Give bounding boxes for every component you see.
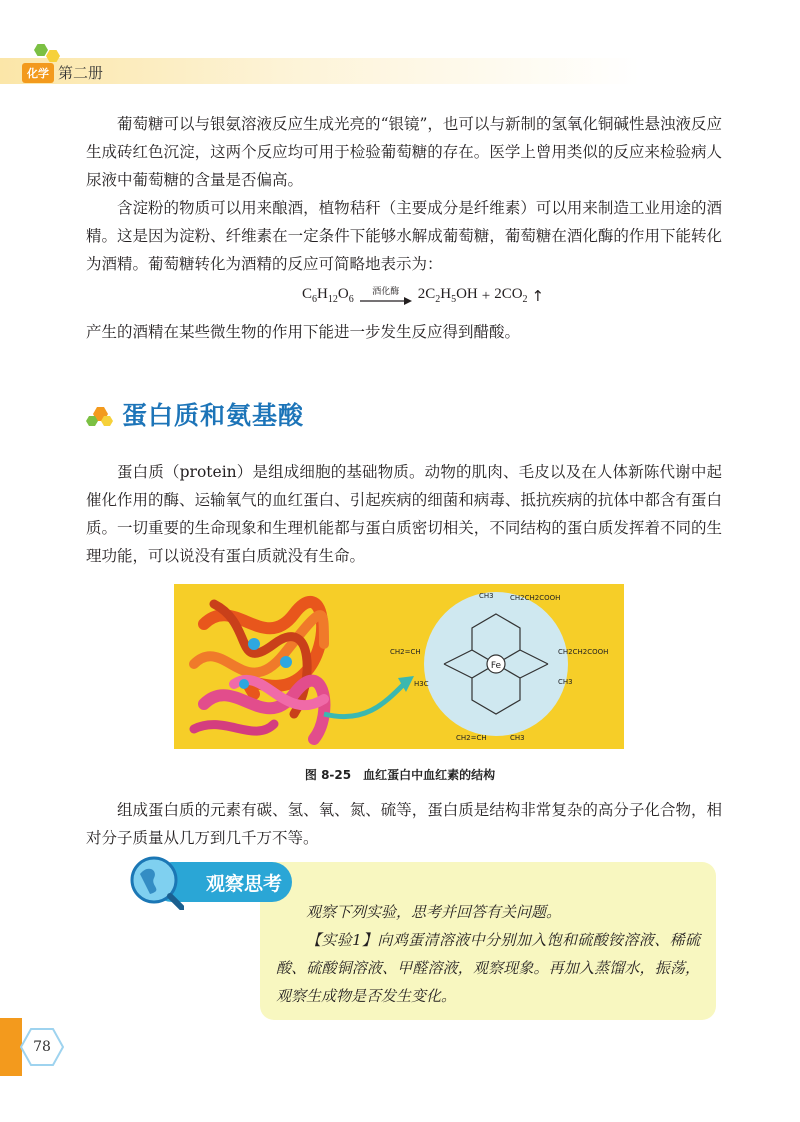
magnifier-globe-icon [128, 854, 184, 910]
label-left: CH2=CH [390, 648, 421, 656]
equation-product-co2: $2CO_2$ [494, 286, 528, 305]
protein-paragraph-2: 组成蛋白质的元素有碳、氢、氧、氮、硫等，蛋白质是结构非常复杂的高分子化合物，相对分子质量从几万到几千万不等。 [86, 801, 722, 847]
think-line-1: 观察下列实验，思考并回答有关问题。 [306, 903, 562, 921]
header-band [0, 58, 800, 84]
equation-product-ethanol: $2C_2H_5OH$ [417, 286, 478, 305]
book-volume: 第二册 [58, 64, 104, 82]
glucose-paragraph-1: 葡萄糖可以与银氨溶液反应生成光亮的“银镜”，也可以与新制的氢氧化铜碱性悬浊液反应生成砖红色沉淀，这两个反应均可用于检验葡萄糖的存在。医学上曾用类似的反应来检验病人尿液中葡萄糖的含量是否偏高。 [86, 115, 722, 189]
page-number: 78 [33, 1039, 51, 1055]
pointer-arrow [324, 684, 404, 717]
glucose-paragraph-3: 产生的酒精在某些微生物的作用下能进一步发生反应得到醋酸。 [86, 323, 521, 341]
label-top-right: CH2CH2COOH [510, 594, 561, 602]
equation-reactant: $C_6H_{12}O_6$ [302, 286, 354, 305]
book-label [22, 62, 103, 83]
hemoglobin-illustration [174, 584, 624, 749]
label-bottom-right: CH3 [510, 734, 525, 742]
equation-catalyst: 酒化酶 [372, 287, 400, 297]
glucose-paragraph-2: 含淀粉的物质可以用来酿酒，植物秸秆（主要成分是纤维素）可以用来制造工业用途的酒精。这是因为淀粉、纤维素在一定条件下能够水解成葡萄糖，葡萄糖在酒化酶的作用下能转化为酒精。葡萄糖转化为酒精的反应可简略地表示为： [86, 199, 722, 273]
think-line-2: 【实验1】向鸡蛋清溶液中分别加入饱和硫酸铵溶液、稀硫酸、硫酸铜溶液、甲醛溶液，观察现象。再加入蒸馏水，振荡，观察生成物是否发生变化。 [276, 931, 700, 1005]
book-badge: 化学 [22, 63, 54, 83]
fe-label: Fe [490, 661, 502, 671]
protein-paragraph-1: 蛋白质（protein）是组成细胞的基础物质。动物的肌肉、毛皮以及在人体新陈代谢中起催化作用的酶、运输氧气的血红蛋白、引起疾病的细菌和病毒、抵抗疾病的抗体中都含有蛋白质。一切重要的生命现象和生理机能都与蛋白质密切相关，不同结构的蛋白质发挥着不同的生理功能，可以说没有蛋白质就没有生命。 [86, 463, 722, 565]
hemoglobin-figure [174, 584, 624, 749]
gas-up-arrow-icon: ↑ [531, 287, 545, 305]
label-mid-right: CH3 [558, 678, 573, 686]
figure-caption: 图 8-25 血红蛋白中血红素的结构 [304, 768, 496, 782]
page-strip [0, 1018, 22, 1076]
label-bottom-left: CH2=CH [456, 734, 487, 742]
right-arrow-icon [360, 297, 412, 305]
equation-arrow [358, 287, 414, 305]
think-title: 观察思考 [205, 872, 282, 895]
label-mid-left: H3C [414, 680, 429, 688]
equation-plus: + [481, 288, 491, 304]
section-heading [86, 396, 304, 432]
section-title: 蛋白质和氨基酸 [122, 401, 305, 430]
hexagon-cluster-icon [86, 401, 114, 427]
label-top-left: CH3 [479, 592, 494, 600]
hexagon-green-icon [34, 44, 48, 56]
fermentation-equation [302, 286, 544, 305]
protein-ribbon-image [194, 602, 324, 739]
label-right: CH2CH2COOH [558, 648, 609, 656]
